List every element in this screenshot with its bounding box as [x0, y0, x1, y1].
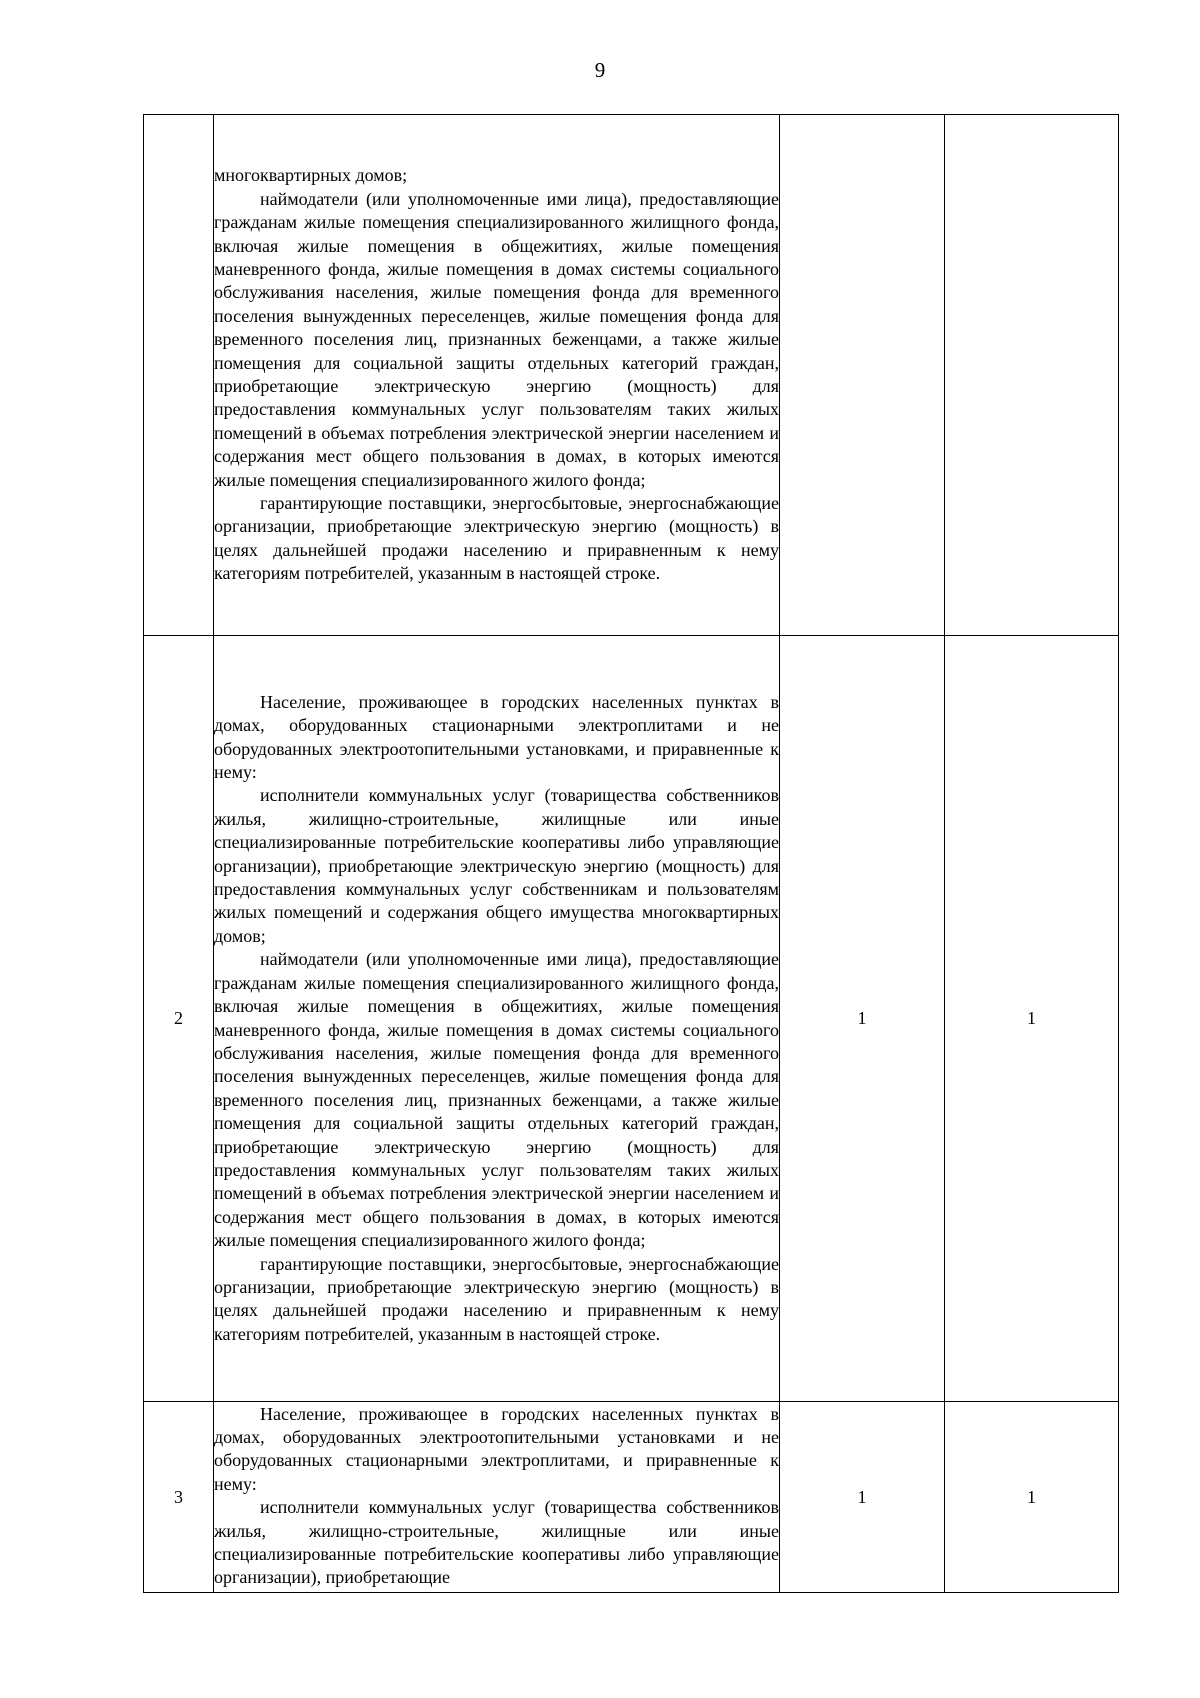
row-number-cell: 3 — [144, 1402, 214, 1593]
row-description-cell — [214, 115, 780, 636]
page-number: 9 — [594, 58, 606, 82]
description-paragraph: гарантирующие поставщики, энергосбытовые, энергоснабжающие организации, приобретающие электрическую энергию (мощность) в целях дальнейшей продажи населению и приравненным к нему категориям потребителей, указанным в настоящей строке. — [214, 493, 779, 584]
description-paragraph: наймодатели (или уполномоченные ими лица), предоставляющие гражданам жилые помещения специализированного жилищного фонда, включая жилые помещения в общежитиях, жилые помещения маневренного фонда, жилые помещения в домах системы социального обслуживания населения, жилые помещения фонда для временного поселения вынужденных переселенцев, жилые помещения фонда для временного поселения лиц, признанных беженцами, а также жилые помещения для социальной защиты отдельных категорий граждан, приобретающие электрическую энергию (мощность) для предоставления коммунальных услуг пользователям таких жилых помещений в объемах потребления электрической энергии населением и содержания мест общего пользования в домах, в которых имеются жилые помещения специализированного жилого фонда; — [214, 188, 779, 490]
table-row — [144, 115, 1119, 636]
row-description-cell — [214, 1402, 780, 1593]
description-paragraph: исполнители коммунальных услуг (товарищества собственников жилья, жилищно-строительные, жилищные или иные специализированные потребительские кооперативы либо управляющие организации), приобретающие — [214, 1497, 779, 1588]
table-row — [144, 636, 1119, 1402]
description-paragraph: гарантирующие поставщики, энергосбытовые, энергоснабжающие организации, приобретающие электрическую энергию (мощность) в целях дальнейшей продажи населению и приравненным к нему категориям потребителей, указанным в настоящей строке. — [214, 1253, 779, 1344]
row-number-cell — [144, 115, 214, 636]
row-value-cell-4: 1 — [945, 1402, 1119, 1593]
description-paragraph: исполнители коммунальных услуг (товарищества собственников жилья, жилищно-строительные, жилищные или иные специализированные потребительские кооперативы либо управляющие организации), приобретающие электрическую энергию (мощность) для предоставления коммунальных услуг собственникам и пользователям жилых помещений и содержания общего имущества многоквартирных домов; — [214, 785, 779, 946]
description-paragraph: наймодатели (или уполномоченные ими лица), предоставляющие гражданам жилые помещения специализированного жилищного фонда, включая жилые помещения в общежитиях, жилые помещения маневренного фонда, жилые помещения в домах системы социального обслуживания населения, жилые помещения фонда для временного поселения вынужденных переселенцев, жилые помещения фонда для временного поселения лиц, признанных беженцами, а также жилые помещения для социальной защиты отдельных категорий граждан, приобретающие электрическую энергию (мощность) для предоставления коммунальных услуг пользователям таких жилых помещений в объемах потребления электрической энергии населением и содержания мест общего пользования в домах, в которых имеются жилые помещения специализированного жилого фонда; — [214, 949, 779, 1251]
row-value-cell-4 — [945, 115, 1119, 636]
row-description-cell — [214, 636, 780, 1402]
table-row — [144, 1402, 1119, 1593]
row-value-cell-3: 1 — [780, 636, 945, 1402]
row-value-cell-3: 1 — [780, 1402, 945, 1593]
description-paragraph: многоквартирных домов; — [214, 165, 408, 186]
row-value-cell-3 — [780, 115, 945, 636]
description-paragraph: Население, проживающее в городских населенных пунктах в домах, оборудованных стационарными электроплитами и не оборудованных электроотопительными установками, и приравненные к нему: — [214, 691, 779, 783]
tariff-table — [143, 114, 1119, 1593]
row-value-cell-4: 1 — [945, 636, 1119, 1402]
description-paragraph: Население, проживающее в городских населенных пунктах в домах, оборудованных электроотопительными установками и не оборудованных стационарными электроплитами, и приравненные к нему: — [214, 1403, 779, 1494]
row-number-cell: 2 — [144, 636, 214, 1402]
